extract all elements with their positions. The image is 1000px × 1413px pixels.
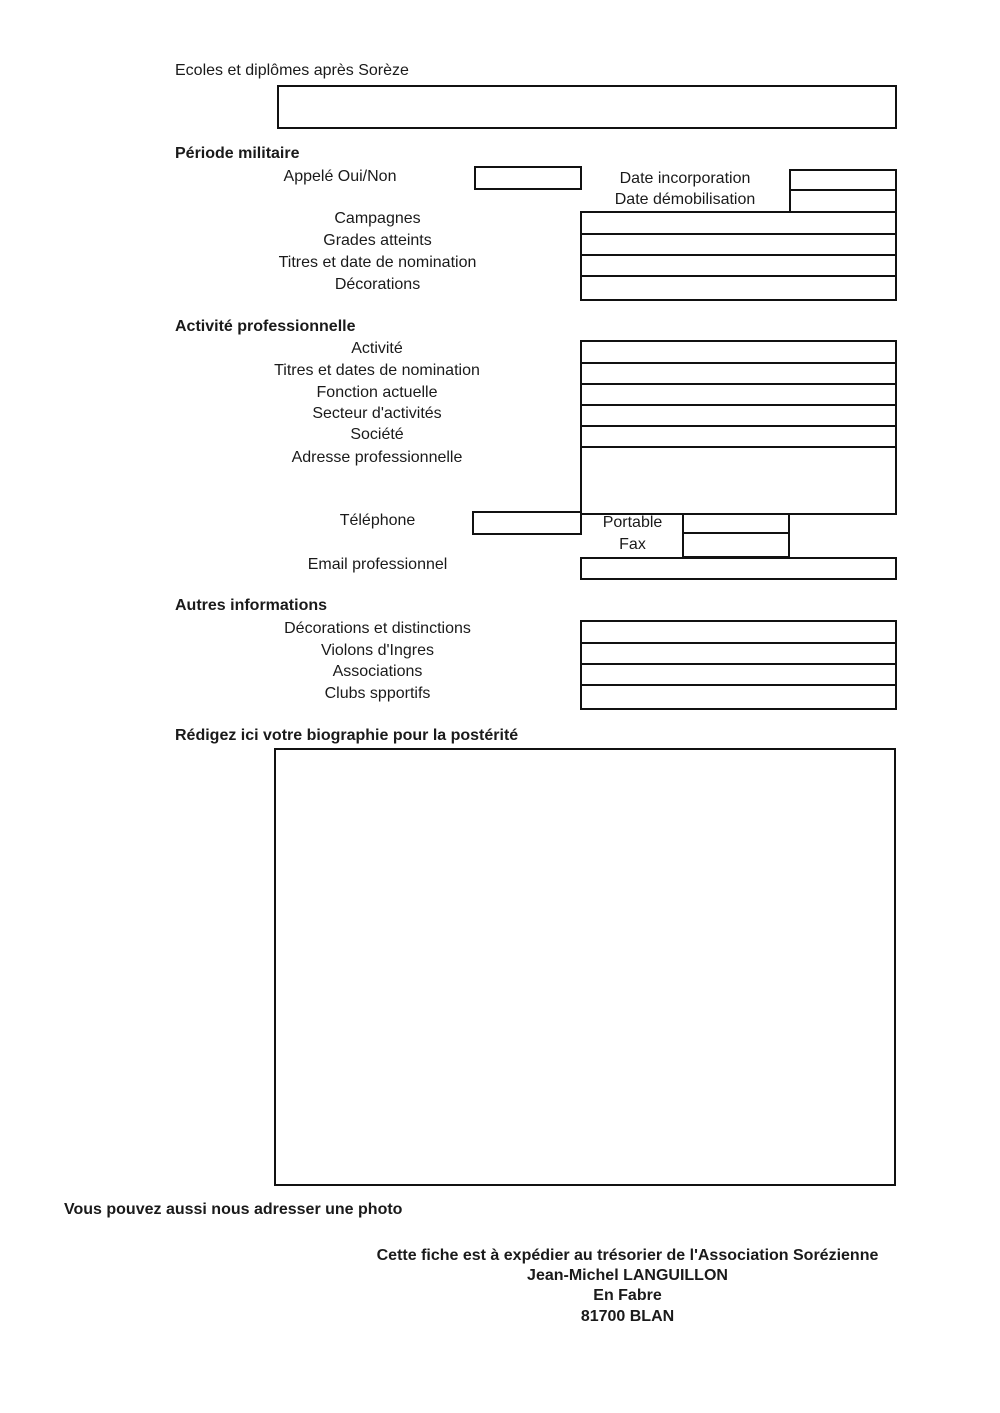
telephone-field[interactable] [472, 511, 582, 535]
biographie-field[interactable] [274, 748, 896, 1186]
campagnes-field[interactable] [582, 213, 895, 235]
appele-label: Appelé Oui/Non [283, 168, 397, 185]
date-demobilisation-field[interactable] [791, 191, 895, 210]
telephone-label: Téléphone [339, 512, 416, 529]
ecoles-field[interactable] [277, 85, 897, 129]
field-label-secteur: Secteur d'activités [312, 405, 442, 422]
decorations-distinctions-field[interactable] [582, 622, 895, 644]
decorations-field[interactable] [582, 277, 895, 297]
adresse-field[interactable] [582, 448, 895, 512]
address-line2: 81700 BLAN [580, 1308, 675, 1325]
field-label-activite: Activité [351, 340, 403, 357]
treasurer-name: Jean-Michel LANGUILLON [527, 1267, 728, 1284]
fax-field[interactable] [684, 534, 788, 556]
fonction-field[interactable] [582, 385, 895, 406]
date-incorporation-field[interactable] [791, 171, 895, 191]
portable-label: Portable [602, 514, 663, 531]
grades-field[interactable] [582, 235, 895, 256]
field-label-titres: Titres et date de nomination [278, 254, 477, 271]
date-incorporation-label: Date incorporation [619, 170, 751, 187]
titres-field[interactable] [582, 256, 895, 277]
activite-field[interactable] [582, 342, 895, 364]
titres-dates-field[interactable] [582, 364, 895, 385]
field-label-associations: Associations [332, 663, 423, 680]
section-title-professionnel: Activité professionnelle [175, 318, 356, 335]
clubs-field[interactable] [582, 686, 895, 707]
field-label-societe: Société [350, 426, 404, 443]
societe-field[interactable] [582, 427, 895, 448]
email-label: Email professionnel [307, 556, 448, 573]
violons-field[interactable] [582, 644, 895, 665]
send-note: Cette fiche est à expédier au trésorier de l'Association Sorézienne [376, 1247, 879, 1264]
date-demobilisation-label: Date démobilisation [614, 191, 756, 208]
military-dates-fields [789, 169, 897, 213]
field-label-decorations: Décorations [334, 276, 421, 293]
appele-field[interactable] [474, 166, 582, 190]
field-label-violons: Violons d'Ingres [320, 642, 435, 659]
field-label-titres-dates: Titres et dates de nomination [274, 362, 480, 379]
military-fields [580, 211, 897, 301]
field-label-campagnes: Campagnes [334, 210, 421, 227]
field-label-grades: Grades atteints [323, 232, 432, 249]
portable-fax-fields [682, 513, 790, 558]
fax-label: Fax [619, 536, 646, 553]
associations-field[interactable] [582, 665, 895, 686]
field-label-adresse: Adresse professionnelle [291, 449, 463, 466]
address-line1: En Fabre [593, 1287, 662, 1304]
other-fields [580, 620, 897, 710]
field-label-decorations-distinctions: Décorations et distinctions [284, 620, 471, 637]
section-title-biographie: Rédigez ici votre biographie pour la postérité [175, 727, 519, 744]
field-label-fonction: Fonction actuelle [316, 384, 438, 401]
photo-note: Vous pouvez aussi nous adresser une photo [64, 1201, 403, 1218]
portable-field[interactable] [684, 513, 788, 534]
professional-fields [580, 340, 897, 515]
section-title-autres: Autres informations [175, 597, 328, 614]
secteur-field[interactable] [582, 406, 895, 427]
section-title-militaire: Période militaire [175, 145, 300, 162]
field-label-clubs: Clubs spportifs [324, 685, 431, 702]
section-title-ecoles: Ecoles et diplômes après Sorèze [175, 62, 409, 79]
email-field[interactable] [580, 557, 897, 580]
